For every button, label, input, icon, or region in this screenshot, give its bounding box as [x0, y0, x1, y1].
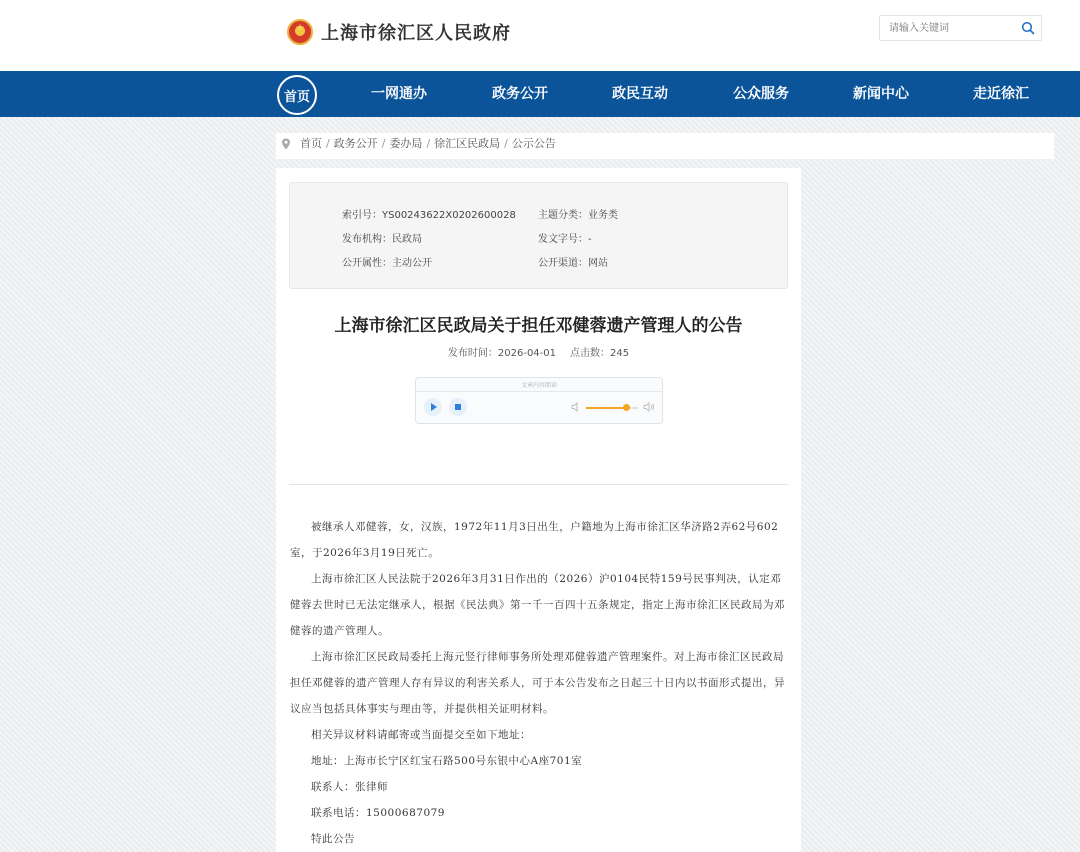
play-button[interactable] — [424, 398, 442, 416]
volume-high-icon[interactable] — [643, 402, 655, 412]
volume-slider-fill — [586, 407, 627, 409]
article-body — [290, 514, 788, 852]
breadcrumb-departments[interactable]: 委办局 — [389, 137, 423, 150]
article-title: 上海市徐汇区民政局关于担任邓健蓉遗产管理人的公告 — [334, 316, 743, 336]
location-pin-icon — [281, 138, 291, 150]
content-divider — [289, 484, 788, 485]
audio-reader-label: 文章内容朗读 — [520, 382, 557, 389]
views-label: 点击数： — [570, 348, 611, 359]
audio-reader — [415, 377, 663, 424]
article-paragraph: 特此公告 — [311, 833, 355, 845]
meta-subject: 主题分类：业务类 — [538, 210, 618, 221]
nav-home[interactable]: 首页 — [277, 75, 317, 115]
nav-item-about[interactable]: 走近徐汇 — [973, 86, 1029, 102]
national-emblem-icon — [287, 19, 313, 45]
meta-doc-no: 发文字号：- — [538, 234, 592, 245]
article-panel — [276, 168, 801, 852]
nav-item-services[interactable]: 一网通办 — [371, 86, 427, 102]
site-logo[interactable] — [287, 16, 511, 48]
site-title: 上海市徐汇区人民政府 — [321, 23, 511, 44]
article-paragraph: 地址：上海市长宁区红宝石路500号东银中心A座701室 — [311, 755, 583, 767]
article-paragraph: 相关异议材料请邮寄或当面提交至如下地址： — [311, 729, 531, 741]
publish-label: 发布时间： — [447, 348, 498, 359]
publish-info — [276, 344, 801, 359]
nav-item-gov-affairs[interactable]: 政务公开 — [492, 86, 548, 102]
volume-low-icon[interactable] — [571, 402, 581, 412]
breadcrumb-notices[interactable]: 公示公告 — [511, 137, 556, 150]
article-meta — [289, 182, 788, 289]
nav-item-news[interactable]: 新闻中心 — [853, 86, 909, 102]
stop-button[interactable] — [449, 398, 467, 416]
breadcrumb-gov-affairs[interactable]: 政务公开 — [333, 137, 378, 150]
article-paragraph: 联系电话：15000687079 — [311, 807, 445, 819]
search-box — [879, 15, 1042, 41]
meta-channel: 公开渠道：网站 — [538, 258, 608, 269]
breadcrumb-home[interactable]: 首页 — [300, 137, 322, 150]
publish-date: 2026-04-01 — [497, 348, 557, 359]
breadcrumb-civil-affairs[interactable]: 徐汇区民政局 — [434, 137, 501, 150]
main-nav — [0, 71, 1080, 117]
nav-item-interaction[interactable]: 政民互动 — [612, 86, 668, 102]
views-count: 245 — [610, 348, 630, 359]
meta-disclosure: 公开属性：主动公开 — [342, 258, 432, 269]
site-header — [0, 0, 1080, 71]
meta-index-no: 索引号：YS00243622X0202600028 — [342, 210, 516, 221]
breadcrumb: 首页 / 政务公开 / 委办局 / 徐汇区民政局 / 公示公告 — [276, 133, 1054, 159]
article-paragraph: 联系人：张律师 — [311, 781, 388, 793]
nav-item-public-service[interactable]: 公众服务 — [733, 86, 789, 102]
meta-publisher: 发布机构：民政局 — [342, 234, 422, 245]
volume-slider[interactable] — [586, 407, 638, 409]
article-paragraph: 上海市徐汇区人民法院于2026年3月31日作出的（2026）沪0104民特159号民事判决，认定邓健蓉去世时已无法定继承人，根据《民法典》第一千一百四十五条规定，指定上海市徐汇区民政局为邓健蓉的遗产管理人。 — [290, 573, 785, 637]
volume-slider-handle[interactable] — [623, 404, 630, 411]
search-icon[interactable] — [1021, 21, 1035, 35]
article-paragraph: 上海市徐汇区民政局委托上海元竖行律师事务所处理邓健蓉遗产管理案件。对上海市徐汇区民政局担任邓健蓉的遗产管理人存有异议的利害关系人，可于本公告发布之日起三十日内以书面形式提出，异议应当包括具体事实与理由等，并提供相关证明材料。 — [290, 651, 785, 715]
search-input[interactable] — [880, 16, 1016, 40]
article-paragraph: 被继承人邓健蓉，女，汉族，1972年11月3日出生，户籍地为上海市徐汇区华济路2弄62号602室，于2026年3月19日死亡。 — [290, 521, 779, 559]
